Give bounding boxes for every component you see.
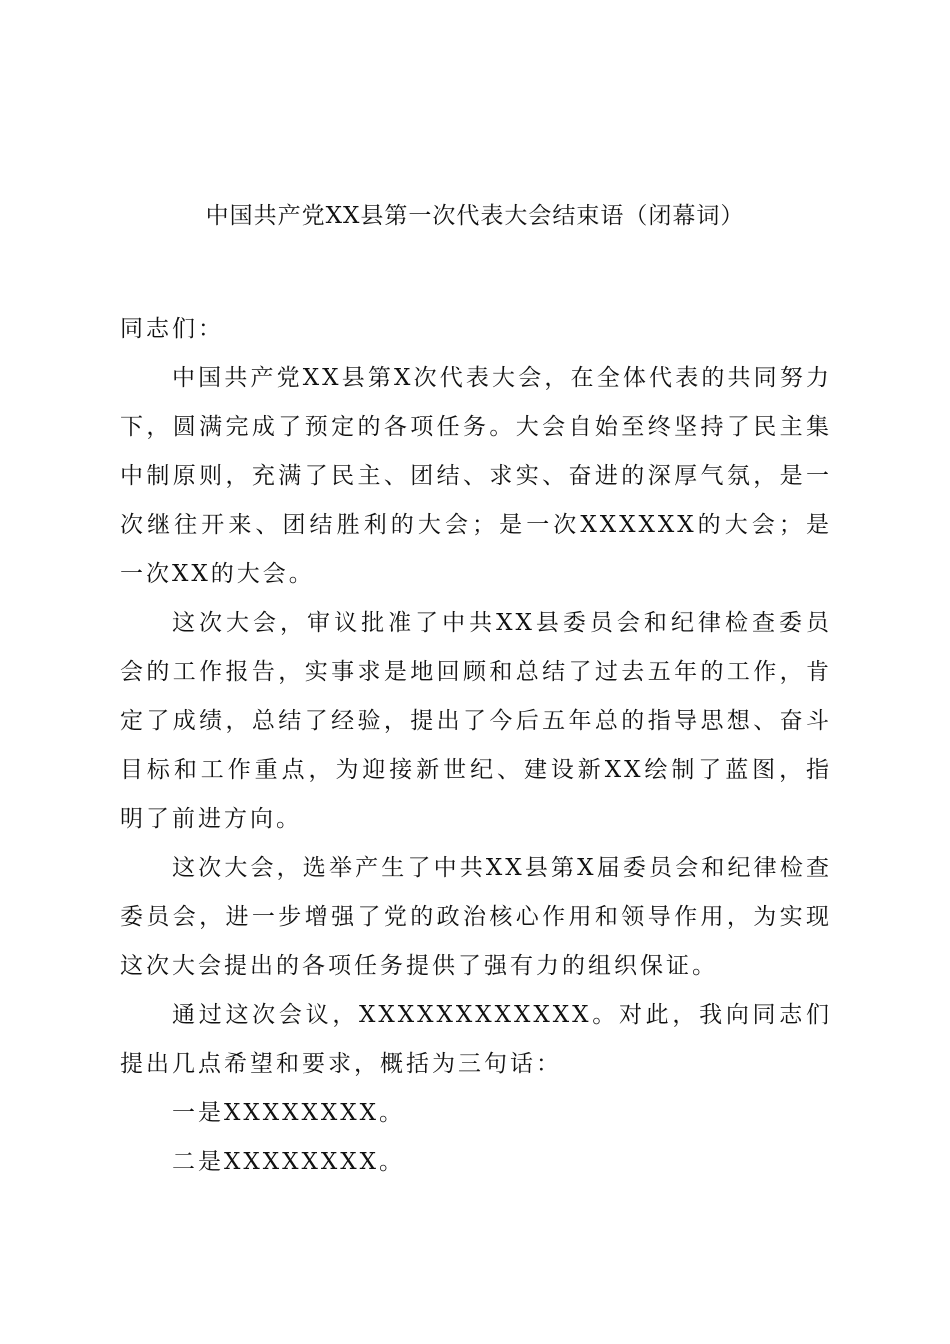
document-title: 中国共产党XX县第一次代表大会结束语（闭幕词） (205, 203, 745, 229)
paragraph-3: 这次大会，选举产生了中共XX县第X届委员会和纪律检查委员会，进一步增强了党的政治核心作用和领导作用，为实现这次大会提出的各项任务提供了强有力的组织保证。 (120, 855, 832, 979)
paragraph-1: 中国共产党XX县第X次代表大会，在全体代表的共同努力下，圆满完成了预定的各项任务。大会自始至终坚持了民主集中制原则，充满了民主、团结、求实、奋进的深厚气氛，是一次继往开来、团结胜利的大会；是一次XXXXXX的大会；是一次XX的大会。 (120, 365, 832, 587)
list-item-2: 二是XXXXXXXX。 (172, 1149, 405, 1175)
paragraph-4: 通过这次会议，XXXXXXXXXXXX。对此，我向同志们提出几点希望和要求，概括为三句话： (120, 1002, 832, 1077)
paragraph-2: 这次大会，审议批准了中共XX县委员会和纪律检查委员会的工作报告，实事求是地回顾和总结了过去五年的工作，肯定了成绩，总结了经验，提出了今后五年总的指导思想、奋斗目标和工作重点，为迎接新世纪、建设新XX绘制了蓝图，指明了前进方向。 (120, 610, 832, 832)
list-item-1: 一是XXXXXXXX。 (172, 1100, 405, 1126)
salutation: 同志们： (120, 316, 224, 342)
document-body (120, 305, 832, 1187)
